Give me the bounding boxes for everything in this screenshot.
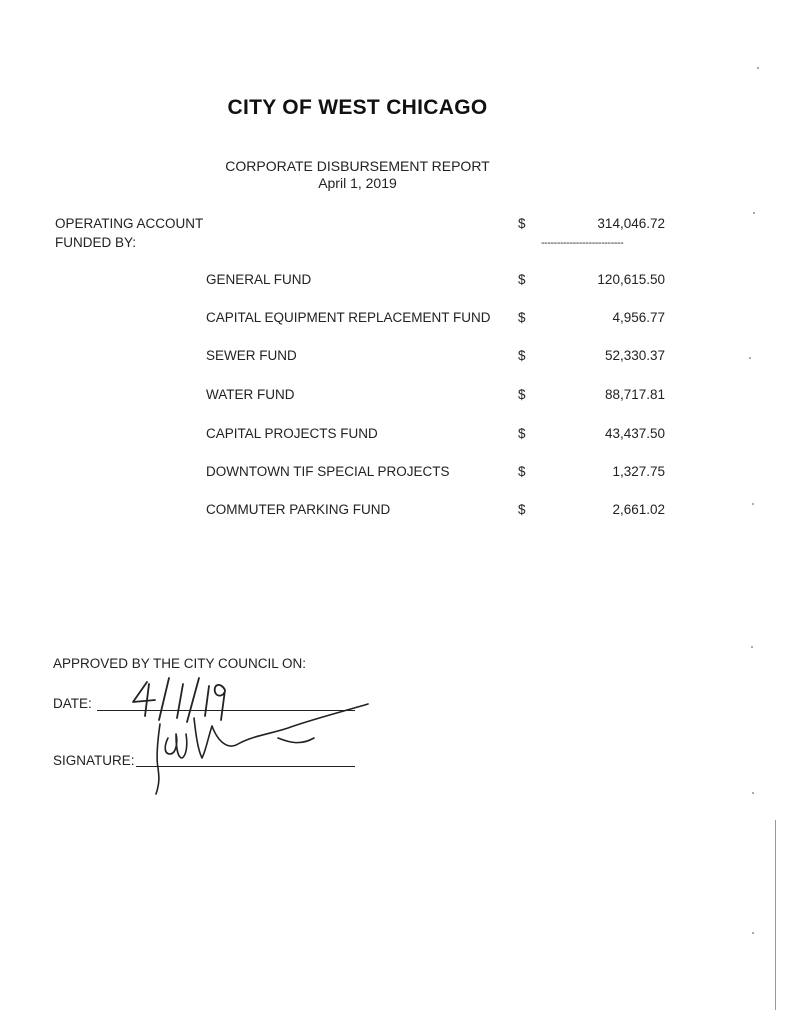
- funded-by-label: FUNDED BY:: [55, 235, 137, 250]
- fund-currency: $: [518, 348, 526, 363]
- fund-currency: $: [518, 310, 526, 325]
- fund-name: GENERAL FUND: [206, 272, 312, 287]
- report-heading: [0, 158, 715, 192]
- operating-account-label: OPERATING ACCOUNT: [55, 216, 204, 231]
- fund-amount: 2,661.02: [612, 502, 665, 517]
- fund-name: CAPITAL EQUIPMENT REPLACEMENT FUND: [206, 310, 491, 325]
- operating-amount: 314,046.72: [597, 216, 665, 231]
- approval-heading: APPROVED BY THE CITY COUNCIL ON:: [53, 656, 307, 671]
- scan-speck: [752, 792, 754, 794]
- fund-name: CAPITAL PROJECTS FUND: [206, 426, 378, 441]
- scan-speck: [751, 646, 753, 648]
- fund-amount: 88,717.81: [604, 387, 665, 402]
- fund-currency: $: [518, 387, 526, 402]
- page-title: CITY OF WEST CHICAGO: [227, 96, 488, 119]
- scan-speck: [757, 67, 759, 69]
- date-label: DATE:: [53, 696, 92, 711]
- scan-speck: [752, 503, 754, 505]
- fund-name: WATER FUND: [206, 387, 295, 402]
- fund-amount: 43,437.50: [604, 426, 665, 441]
- fund-name: SEWER FUND: [206, 348, 297, 363]
- fund-amount: 52,330.37: [604, 348, 665, 363]
- total-underline-dashes: --------------------------: [541, 237, 624, 249]
- fund-currency: $: [518, 464, 526, 479]
- operating-currency: $: [518, 216, 526, 231]
- scan-speck: [752, 932, 754, 934]
- scan-speck: [749, 357, 751, 359]
- fund-currency: $: [518, 502, 526, 517]
- scan-edge-line: [775, 820, 776, 1010]
- signature-label: SIGNATURE:: [53, 753, 135, 768]
- fund-amount: 120,615.50: [597, 272, 665, 287]
- scan-speck: [753, 212, 755, 214]
- fund-name: COMMUTER PARKING FUND: [206, 502, 391, 517]
- fund-amount: 1,327.75: [612, 464, 665, 479]
- fund-currency: $: [518, 426, 526, 441]
- fund-amount: 4,956.77: [612, 310, 665, 325]
- report-name: CORPORATE DISBURSEMENT REPORT: [225, 158, 490, 174]
- fund-name: DOWNTOWN TIF SPECIAL PROJECTS: [206, 464, 450, 479]
- handwritten-signature-image: [138, 698, 378, 798]
- fund-currency: $: [518, 272, 526, 287]
- report-date: April 1, 2019: [318, 175, 397, 191]
